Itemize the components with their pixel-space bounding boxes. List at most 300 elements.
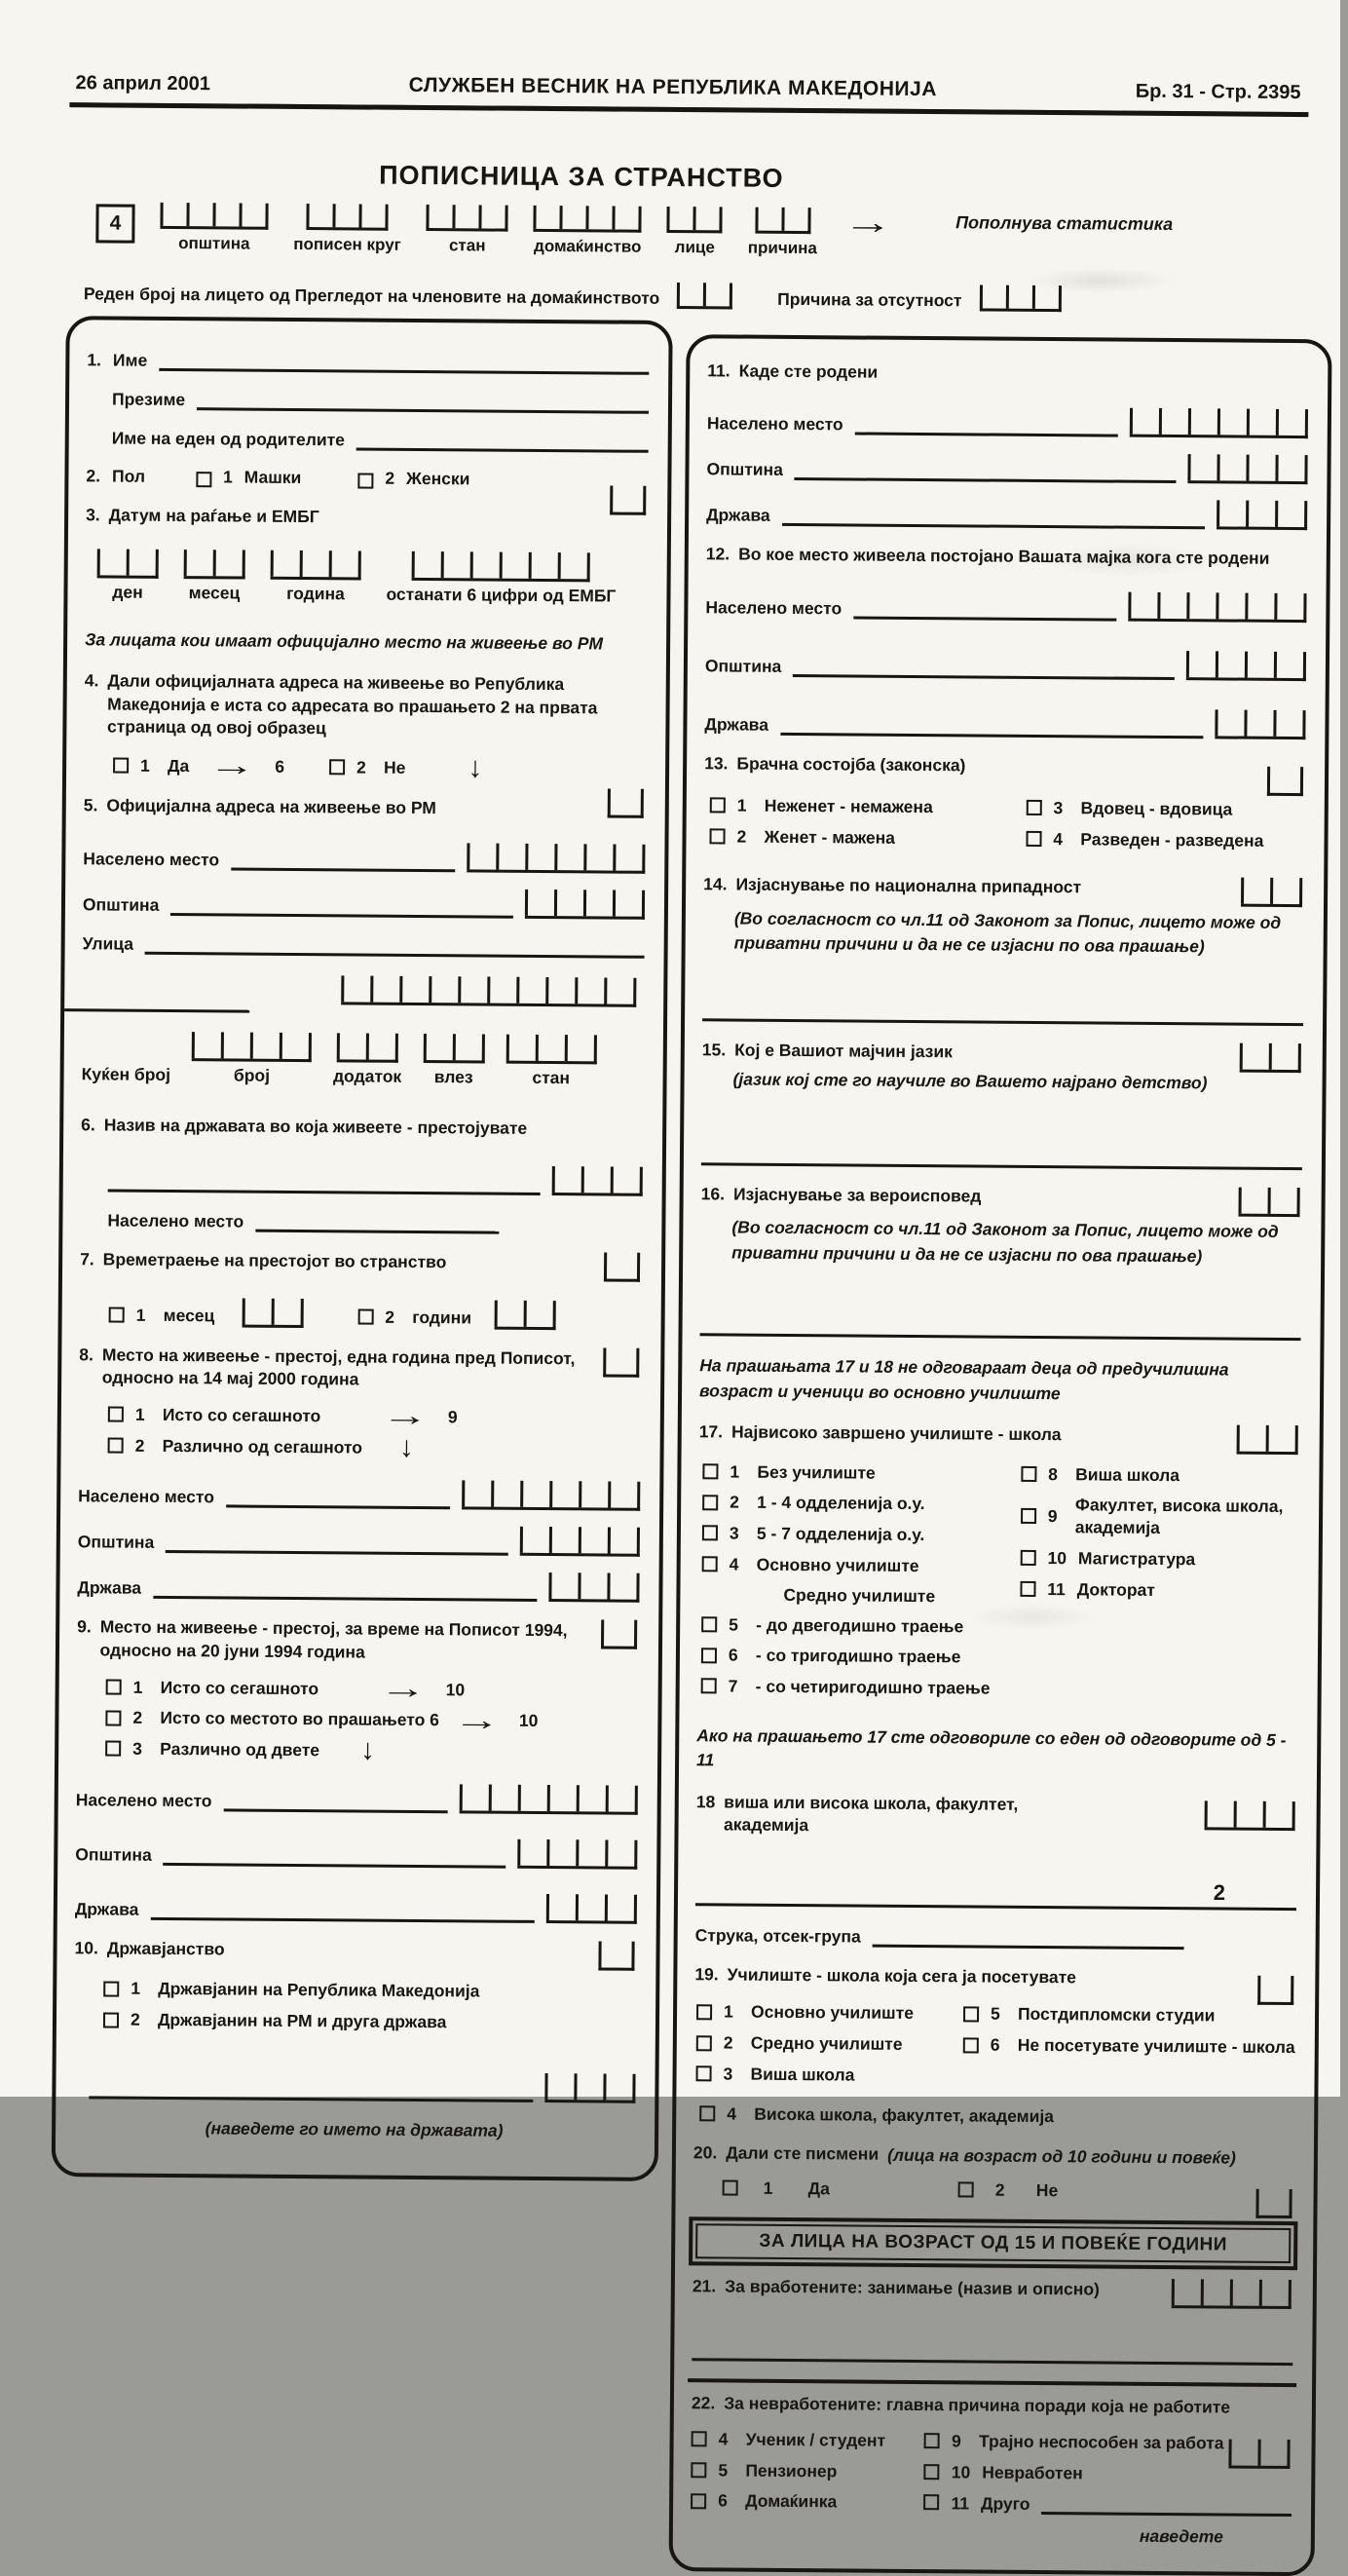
question-text: Датум на раѓање и ЕМБГ [108,505,319,527]
answer-code-box[interactable] [1237,1424,1298,1454]
ordinal-number-box[interactable] [677,283,732,309]
option-label: Висока школа, факултет, академија [754,2103,1055,2126]
option-label: Не [383,757,406,777]
years-box[interactable] [495,1300,556,1329]
hn-part-label: влез [433,1067,473,1087]
option-number: 1 [131,1979,141,1999]
right-arrow-icon: → [381,1399,429,1433]
surname-label: Презиме [111,389,186,410]
municipality-line[interactable] [166,1531,508,1556]
question-text: Пол [111,466,146,486]
question-number: 5. [83,794,98,815]
checkbox[interactable] [113,758,129,774]
municipality-label: Општина [75,1843,152,1865]
option-label: месец [163,1305,215,1326]
option-label: Виша школа [750,2064,855,2085]
citizenship-note: (наведете го името на државата) [205,2118,504,2140]
question-text: За невработените: главна причина поради која не работите [724,2393,1231,2417]
year-box[interactable] [271,549,361,580]
option-number: 11 [951,2492,970,2513]
option-label: Женски [406,468,470,489]
option-number: 2 [385,1307,395,1327]
municipality-code-box[interactable] [160,203,268,230]
country-line[interactable] [782,504,1206,529]
option-number: 5 [718,2459,729,2481]
country-label: Држава [74,1898,139,1919]
month-box[interactable] [184,549,245,579]
field-struka [695,1923,1296,1951]
code-label: домаќинство [534,236,642,256]
checkbox[interactable] [105,1710,121,1725]
option-number: 1 [723,2001,733,2022]
answer-box[interactable] [598,1941,634,1970]
explanatory-note: (јазик кој сте го научиле во Вашето најрано детство) [732,1069,1208,1093]
first-name-line[interactable] [159,349,649,375]
day-box[interactable] [97,549,159,578]
checkbox[interactable] [196,472,211,487]
municipality-label: Општина [77,1532,155,1553]
legal-note: (Во согласност со чл.11 од Законот за Попис, лицето може од приватни причини и да не се изјасни по ова прашање) [731,1217,1279,1267]
code-group-opstina [160,203,268,254]
option-label: Факултет, висока школа, академија [1074,1495,1284,1537]
code-group-popisen-krug [293,204,401,255]
year-label: година [286,583,345,603]
municipality-line[interactable] [170,893,513,919]
divider-line [64,1008,249,1012]
option-number: 10 [1047,1547,1067,1568]
option-number: 2 [130,2009,140,2029]
question-number: 10. [74,1937,98,1958]
question-number: 17. [698,1421,724,1442]
checkbox[interactable] [329,759,345,775]
month-label: месец [188,582,241,603]
question-number: 7. [80,1249,94,1269]
goto-number: 9 [447,1406,458,1427]
gazette-title: СЛУЖБЕН ВЕСНИК НА РЕПУБЛИКА МАКЕДОНИЈА [408,73,938,101]
option-label: Исто со местото во прашањето 6 [160,1708,440,1730]
municipality-label: Општина [82,894,160,916]
option-label: Домаќинка [745,2490,838,2512]
issue-page-ref: Бр. 31 - Стр. 2395 [1135,80,1301,104]
option-number: 6 [718,2490,728,2511]
question-text: Во кое место живеела постојано Вашата мајка кога сте родени [738,544,1270,568]
municipality-label: Општина [706,458,783,479]
answer-box[interactable] [603,1347,639,1377]
question-7 [80,1248,643,1330]
settlement-label: Населено место [706,412,843,435]
option-label: - со тригодишно траење [755,1645,961,1667]
house-suffix-box[interactable] [337,1034,398,1063]
form-right-column [669,334,1332,2576]
answer-box[interactable] [1267,767,1303,796]
question-number: 6. [81,1115,95,1135]
settlement-code-box[interactable] [462,1481,640,1511]
question-number: 21. [692,2275,717,2295]
question-text: За вработените: занимање (назив и описно) [725,2275,1101,2299]
legal-note: (Во согласност со чл.11 од Законот за Попис, лицето може од приватни причини и да не се изјасни по ова прашање) [733,908,1282,957]
question-number: 15. [701,1040,727,1060]
answer-line[interactable] [692,2338,1292,2366]
right-arrow-icon: → [379,1672,427,1705]
answer-box[interactable] [1257,1976,1293,2005]
question-number: 2. [86,466,101,486]
option-label: 5 - 7 одделенија о.у. [756,1523,925,1545]
code-group-lice [667,207,723,257]
question-21 [692,2275,1293,2366]
section-divider [688,2378,1296,2387]
census-circle-code-box[interactable] [307,204,389,231]
option-label: Различно од двете [160,1738,320,1761]
checkbox[interactable] [924,2433,940,2448]
option-number: 2 [132,1707,143,1728]
checkbox[interactable] [1026,831,1041,847]
question-number: 14. [703,874,728,894]
option-label: Виша школа [1075,1463,1180,1485]
checkbox[interactable] [103,1981,119,1996]
option-number: 5 [990,2003,1000,2025]
question-17 [697,1421,1300,1711]
first-name-label: Име [112,350,148,370]
option-label: Да [807,2178,830,2199]
code-label: причина [747,238,818,258]
checkbox[interactable] [1020,1550,1035,1566]
age-15-banner-text: ЗА ЛИЦА НА ВОЗРАСТ ОД 15 И ПОВЕЌЕ ГОДИНИ [695,2223,1291,2263]
field-label: Струка, отсек-група [694,1924,861,1947]
option-number: 2 [356,757,366,777]
country-line[interactable] [780,713,1204,739]
option-number: 5 [729,1613,739,1635]
option-number: 1 [132,1677,143,1697]
question-2 [86,466,648,491]
option-label: Ученик / студент [745,2429,886,2450]
country-code-box[interactable] [1215,710,1305,740]
question-16 [700,1183,1302,1341]
settlement-label: Населено место [83,849,220,870]
country-label: Држава [706,504,770,525]
option-number: 1 [222,467,233,487]
country-code-box[interactable] [552,1166,643,1196]
checkbox[interactable] [923,2494,939,2510]
checkbox[interactable] [691,2462,706,2478]
checkbox[interactable] [692,2431,707,2446]
question-20 [693,2142,1294,2204]
question-text: Дали официјалната адреса на живеење во Република Македонија е иста со адресата во прашањето 2 на првата страница од овој образец [106,670,598,739]
checkbox[interactable] [1026,800,1041,815]
option-label: Основно училиште [750,2002,915,2024]
question-text: Место на живеење - престој, за време на Пописот 1994, односно на 20 јуни 1994 година [99,1616,568,1662]
option-label: Исто со сегашното [160,1677,319,1698]
settlement-code-box[interactable] [1128,592,1306,623]
option-number: 4 [727,2103,737,2124]
note-questions-17-18: На прашањата 17 и 18 не одговараат деца од предучилишна возраст и ученици во основно училиште [699,1355,1229,1403]
settlement-line[interactable] [255,1210,499,1234]
country-label: Држава [77,1577,142,1599]
hn-part-label: додаток [332,1066,402,1087]
settlement-line[interactable] [231,849,455,873]
question-number: 18 [695,1791,716,1811]
settlement-line[interactable] [853,597,1116,622]
answer-code-box[interactable] [1240,1042,1301,1072]
checkbox[interactable] [702,1556,718,1572]
option-label: Државјанин на Република Македонија [158,1979,480,2001]
dwelling-code-box[interactable] [427,205,508,232]
question-10 [73,1937,637,2144]
answer-code-box[interactable] [1205,1800,1295,1831]
citizenship-code-box[interactable] [544,2073,635,2103]
answer-code-box[interactable] [1239,1187,1300,1216]
answer-box[interactable] [604,1252,640,1281]
checkbox[interactable] [701,1616,717,1632]
question-3 [85,504,648,606]
question-number: 4. [84,670,99,691]
checkbox[interactable] [699,2105,715,2121]
answer-code-box[interactable] [1228,2440,1290,2469]
municipality-code-box[interactable] [520,1527,640,1557]
checkbox[interactable] [723,2180,738,2196]
embg-label: останати 6 цифри од ЕМБГ [386,584,617,606]
option-number: 2 [994,2179,1005,2200]
option-number: 4 [1053,828,1064,849]
checkbox[interactable] [710,798,726,814]
question-text: Изјаснување по национална припадност [735,874,1082,897]
checkbox[interactable] [105,1741,121,1757]
checkbox[interactable] [691,2493,706,2509]
country-code-box[interactable] [1217,500,1307,530]
option-number: 2 [736,826,747,847]
age-note: (лица на возраст од 10 години и повеќе) [887,2145,1236,2168]
checkbox[interactable] [103,2012,119,2027]
checkbox[interactable] [1021,1466,1036,1482]
question-8 [77,1344,641,1603]
option-label: Да [168,755,190,776]
question-5 [82,794,646,1089]
municipality-line[interactable] [793,655,1175,680]
option-label: Постдипломски студии [1017,2004,1216,2026]
checkbox[interactable] [108,1407,124,1422]
goto-number: 10 [445,1679,466,1699]
municipality-line[interactable] [795,458,1177,483]
checkbox[interactable] [963,2037,979,2053]
question-18 [695,1791,1297,1911]
occupation-code-box[interactable] [1172,2279,1292,2309]
option-label: - до двегодишно траење [756,1614,964,1636]
question-text: Највисоко завршено училиште - школа [731,1421,1062,1445]
code-group-stan [427,205,508,256]
option-number: 4 [729,1554,739,1574]
note-question-17-routing: Ако на прашањето 17 сте одговориле со еден од одговорите од 5 - 11 [696,1724,1287,1770]
filled-by-statistics-label: Пополнува статистика [955,212,1174,235]
question-number: 9. [77,1616,92,1637]
option-label: Женет - мажена [764,826,896,848]
ordinal-label: Реден број на лицето од Прегледот на членовите на домаќинството [83,284,660,308]
country-name-line[interactable] [108,1169,541,1194]
option-label: Не [1035,2179,1059,2200]
question-6 [80,1115,643,1235]
municipality-code-box[interactable] [525,890,645,920]
municipality-code-box[interactable] [517,1839,637,1870]
option-number: 1 [730,1460,740,1482]
checkbox[interactable] [109,1307,125,1322]
question-text: Државјанство [106,1938,225,1959]
question-text: виша или висока школа, факултет, академија [723,1791,1019,1836]
settlement-code-box[interactable] [1130,407,1308,437]
question-15 [701,1039,1303,1170]
form-left-column [52,316,673,2181]
form-title: ПОПИСНИЦА ЗА СТРАНСТВО [379,160,784,193]
field-line[interactable] [873,1924,1184,1950]
answer-line[interactable] [695,1883,1296,1911]
checkbox[interactable] [108,1437,124,1453]
right-arrow-icon: → [208,749,256,782]
option-number: 1 [763,2178,773,2198]
question-4 [84,669,647,784]
option-label: Различно од сегашното [162,1435,363,1458]
checkbox[interactable] [702,1463,718,1479]
answer-line[interactable] [700,1313,1301,1341]
page-number: 2 [1213,1880,1225,1905]
form-number-box: 4 [95,204,134,243]
settlement-code-box[interactable] [467,844,645,874]
question-number: 11. [707,360,730,381]
municipality-code-box[interactable] [1186,651,1306,681]
option-number: 4 [718,2429,729,2449]
checkbox[interactable] [709,828,725,844]
country-code-box[interactable] [548,1572,639,1603]
question-text: Времетраење на престојот во странство [102,1249,447,1272]
months-box[interactable] [242,1298,303,1327]
street-line[interactable] [145,932,645,959]
checkbox[interactable] [106,1679,122,1694]
checkbox[interactable] [701,1648,717,1663]
option-number: 3 [729,1523,739,1543]
person-code-box[interactable] [667,207,723,233]
option-number: 3 [132,1738,142,1759]
hn-part-label: стан [532,1068,571,1088]
street-code-box[interactable] [341,976,636,1007]
house-number-box[interactable] [192,1032,312,1062]
option-label: - со четиригодишно траење [755,1676,991,1698]
reason-code-box[interactable] [755,208,810,234]
question-22 [691,2392,1292,2550]
country-code-box[interactable] [546,1894,637,1924]
checkbox[interactable] [702,1526,718,1541]
question-12 [704,543,1307,739]
question-number: 22. [691,2393,716,2413]
option-label: Исто со сегашното [162,1404,321,1425]
code-label: лице [674,238,715,257]
option-number: 6 [728,1645,738,1665]
code-group-pricina [748,208,818,259]
answer-line[interactable] [702,999,1303,1026]
question-text: Назив на државата во која живеете - престојувате [103,1115,528,1139]
option-number: 3 [1053,797,1064,818]
right-arrow-icon: → [842,204,893,242]
question-text: Училиште - школа која сега ја посетувате [727,1964,1077,1988]
checkbox[interactable] [702,1495,718,1510]
code-row [95,202,1346,262]
country-line[interactable] [153,1576,538,1602]
specify-note: наведете [1139,2526,1223,2547]
answer-box[interactable] [601,1620,637,1649]
checkbox[interactable] [924,2464,940,2480]
option-number: 1 [135,1305,146,1325]
embg-digits-box[interactable] [412,551,590,582]
checkbox[interactable] [1021,1508,1036,1524]
right-arrow-icon: → [452,1703,501,1737]
settlement-line[interactable] [223,1789,447,1813]
citizenship-country-line[interactable] [89,2076,533,2102]
code-group-domakinstvo [534,206,642,257]
municipality-code-box[interactable] [1187,454,1307,484]
option-label: Трајно неспособен за работа [978,2431,1224,2453]
settlement-label: Населено место [107,1210,244,1231]
question-text: Кој е Вашиот мајчин јазик [734,1040,954,1062]
apartment-box[interactable] [506,1035,596,1065]
settlement-line[interactable] [226,1486,450,1510]
answer-code-box[interactable] [1241,878,1302,907]
answer-box[interactable] [1255,2189,1292,2218]
entrance-box[interactable] [423,1034,484,1063]
option-number: 7 [728,1676,738,1696]
settlement-label: Населено место [705,597,842,619]
option-label: Докторат [1076,1578,1155,1600]
country-label: Држава [704,714,769,736]
option-number: 2 [723,2032,733,2053]
municipality-line[interactable] [164,1843,506,1869]
down-arrow-icon: ↓ [468,751,483,784]
question-number: 3. [86,505,100,525]
option-label: Не посетувате училиште - школа [1017,2034,1295,2058]
settlement-line[interactable] [855,412,1118,436]
checkbox[interactable] [357,1308,373,1324]
surname-line[interactable] [197,388,649,414]
question-19 [693,1963,1295,2129]
other-reason-line[interactable] [1041,2492,1292,2517]
street-label: Улица [82,933,134,954]
checkbox[interactable] [701,1679,717,1694]
checkbox[interactable] [357,473,373,488]
settlement-code-box[interactable] [460,1784,638,1814]
checkbox[interactable] [696,2004,712,2020]
checkbox[interactable] [696,2065,712,2081]
down-arrow-icon: ↓ [398,1430,415,1463]
option-number: 1 [134,1404,145,1424]
option-number: 2 [134,1435,145,1456]
option-label: 1 - 4 одделенија о.у. [757,1492,925,1514]
absence-reason-box[interactable] [979,284,1061,312]
day-label: ден [112,582,143,602]
option-label: години [412,1307,472,1328]
checkbox[interactable] [696,2035,712,2051]
checkbox[interactable] [963,2006,979,2022]
checkbox[interactable] [1020,1581,1035,1597]
option-label: Основно училиште [756,1554,919,1575]
household-code-box[interactable] [534,206,642,233]
option-label: Разведен - разведена [1080,828,1264,851]
question-text: Изјаснување за вероисповед [732,1184,982,1206]
question-text: Каде сте родени [738,360,879,382]
checkbox[interactable] [958,2181,974,2197]
option-number: 3 [723,2064,733,2084]
parent-name-line[interactable] [356,428,649,452]
goto-number: 6 [275,756,285,777]
option-number: 1 [140,755,150,776]
option-number: 2 [730,1492,739,1512]
country-line[interactable] [150,1898,535,1923]
option-label: Магистратура [1077,1548,1196,1570]
question-number: 12. [705,543,730,564]
answer-line[interactable] [701,1143,1302,1170]
